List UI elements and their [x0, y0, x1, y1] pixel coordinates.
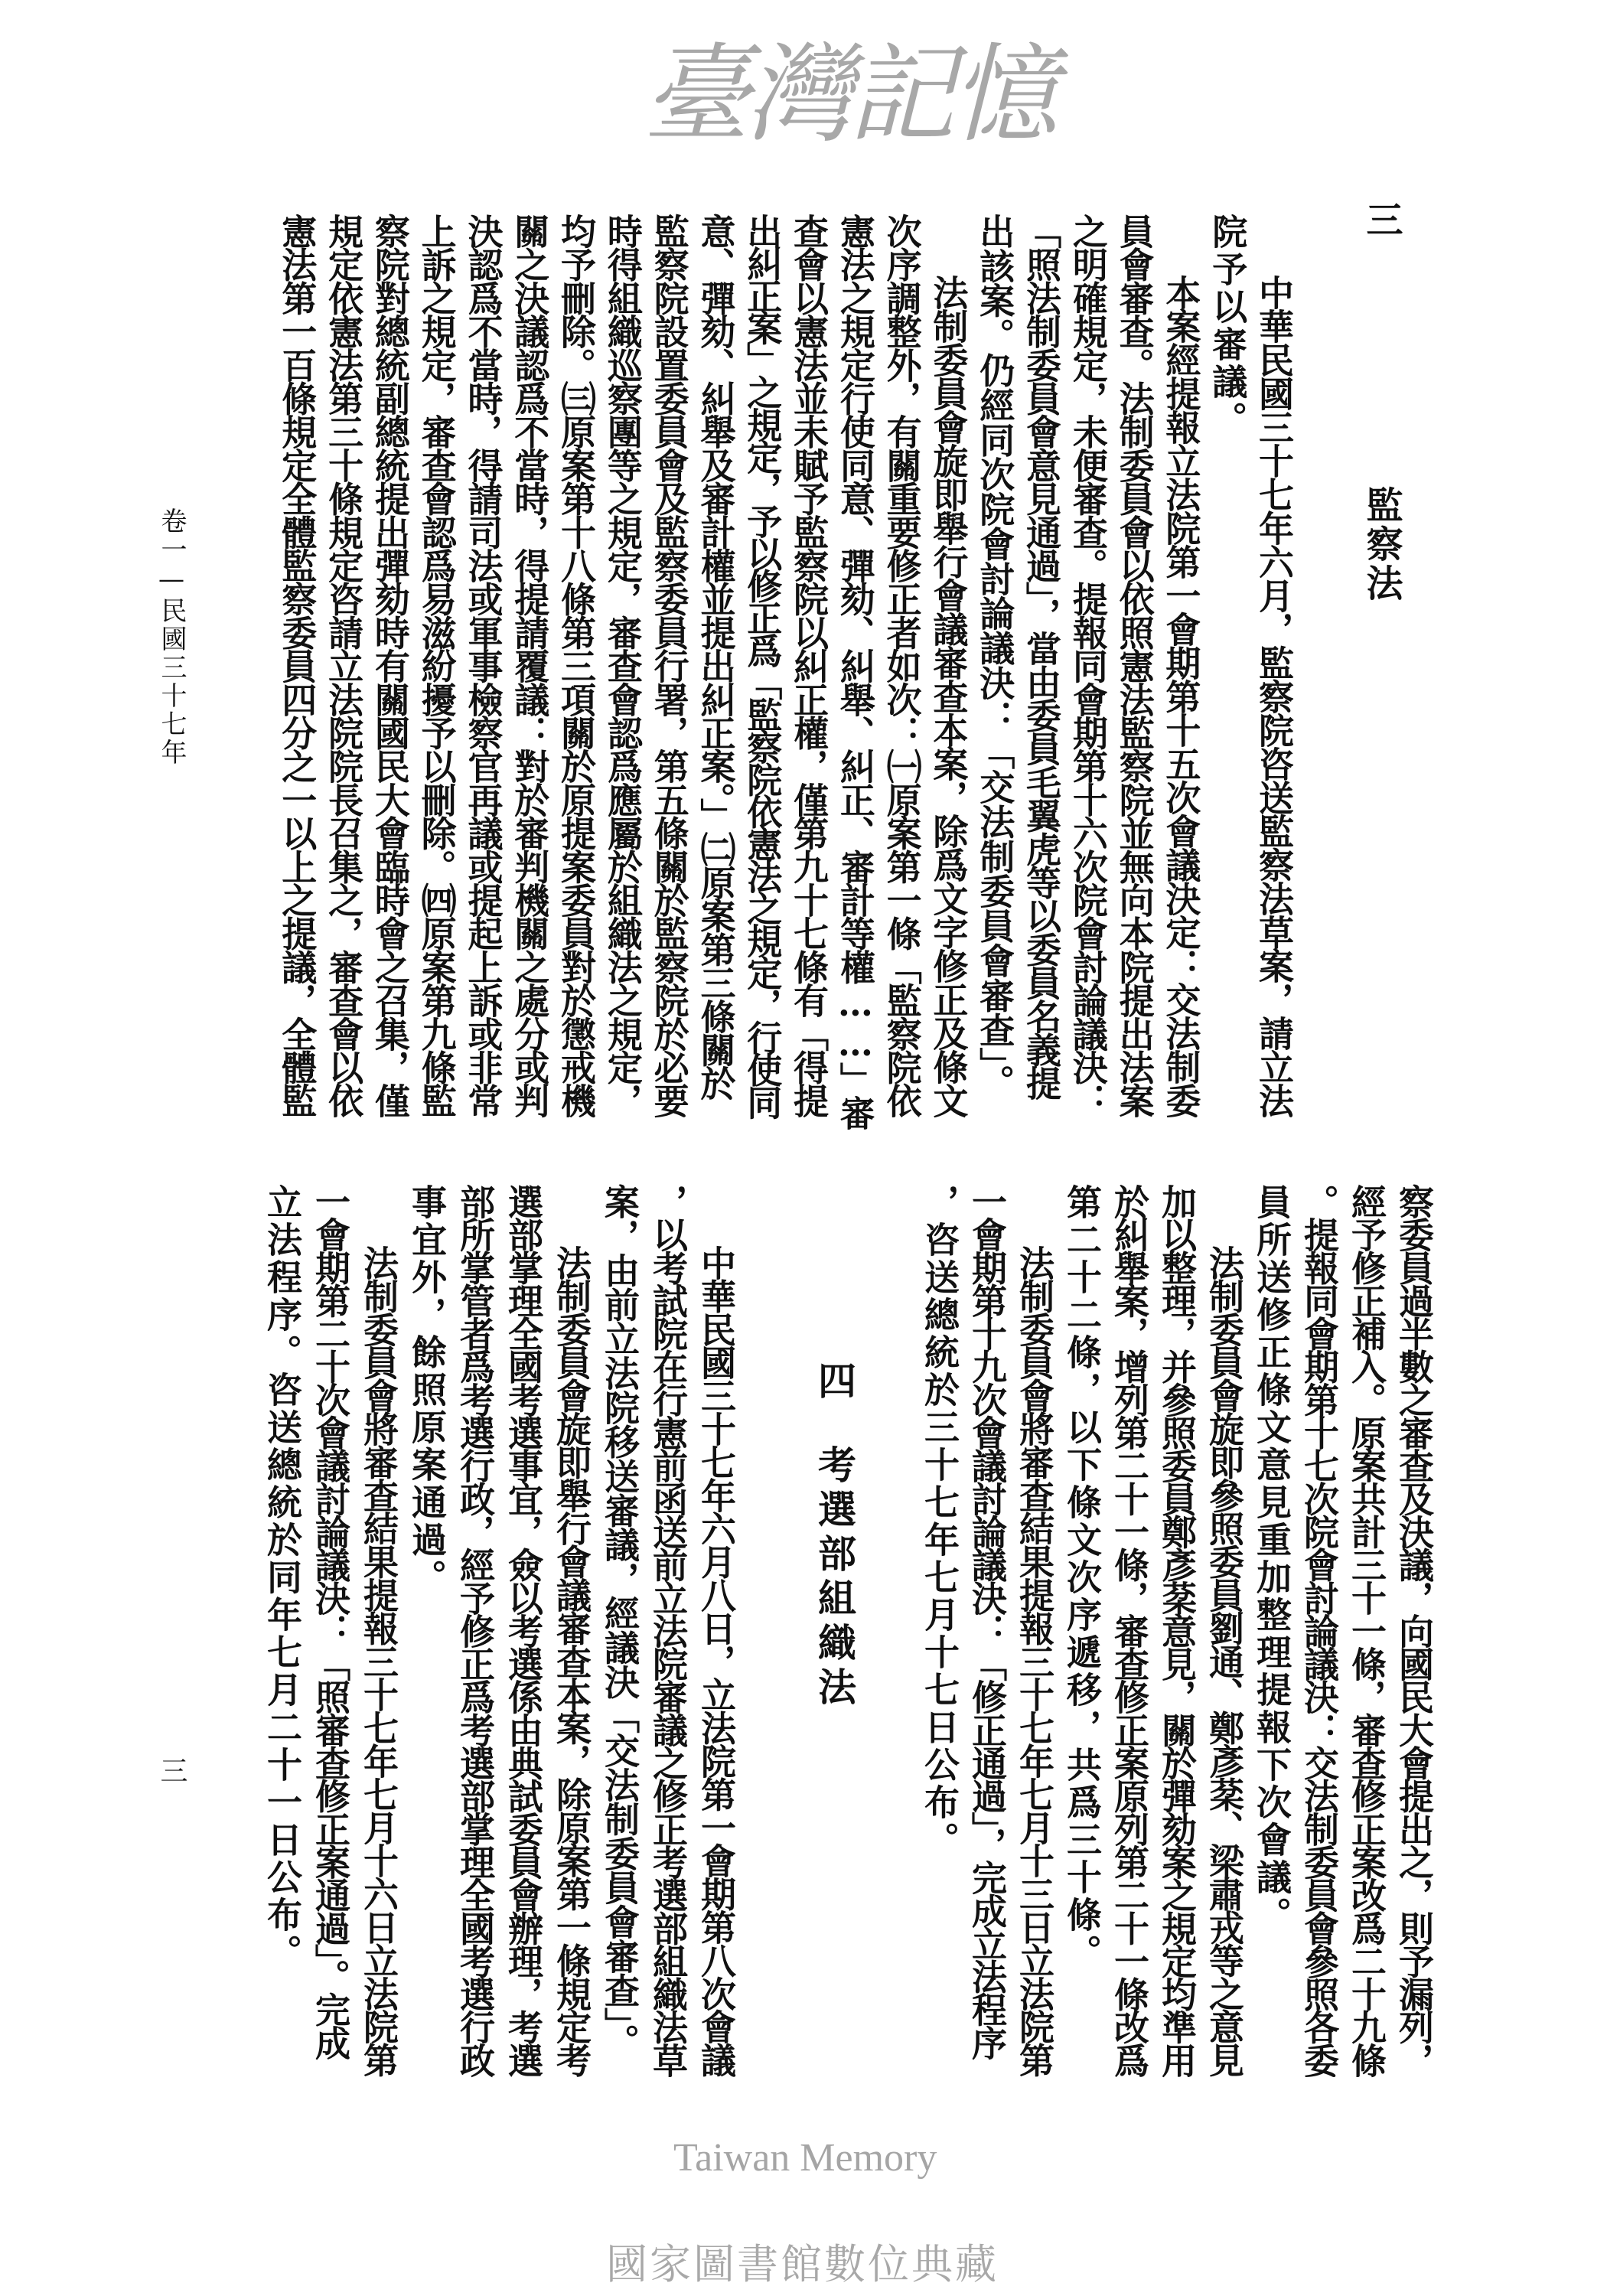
text-column: 於糾舉案，增列第二十一條，審查修正案原列第二十一條改爲 [1109, 1184, 1150, 2076]
text-column: 規定依憲法第三十條規定咨請立法院院長召集之，審查會以依 [323, 214, 365, 1117]
text-column: 憲法之規定行使同意、彈劾、糾舉、糾正、審計等權……」審 [834, 214, 876, 1129]
text-column: 法制委員會將審查結果提報三十七年七月十三日立法院第 [1014, 1245, 1055, 2076]
section-3-title: 監察法 [1360, 486, 1403, 603]
text-column: 第二十二條，以下條文次序遞移，共爲三十條。 [1061, 1184, 1103, 1971]
section-3-number: 三 [1360, 201, 1403, 237]
text-column: 「照法制委員會意見通過」，當由委員毛翼虎等以委員名義提 [1021, 214, 1063, 1099]
section-3-continuation [916, 1184, 1438, 2076]
taiwan-memory-watermark-subtitle: Taiwan Memory [673, 2136, 937, 2180]
text-column: 中華民國三十七年六月，監察院咨送監察法草案，請立法 [1253, 275, 1295, 1117]
text-column: 監察院設置委員會及監察委員行署，第五條關於監察院於必要 [648, 214, 690, 1117]
text-column: 員會審查。法制委員會以依照憲法監察院並無向本院提出法案 [1113, 214, 1156, 1117]
text-column: 察院對總統副總統提出彈劾時有關國民大會臨時會之召集，僅 [369, 214, 411, 1117]
text-column: 上訴之規定，審查會認爲易滋紛擾予以刪除。㈣原案第九條監 [416, 214, 458, 1117]
text-column: 加以整理，并參照委員鄭彥棻意見，關於彈劾案之規定均準用 [1156, 1184, 1198, 2076]
page-number: 三 [156, 1756, 187, 1784]
text-column: ，咨送總統於三十七年七月十七日公布。 [919, 1184, 960, 1859]
text-column: 一會期第二十次會議討論議決：「照審查修正案通過」。完成 [310, 1184, 351, 2059]
text-column: 察委員過半數之審查及決議，向國民大會提出之，則予漏列， [1393, 1184, 1435, 2076]
section-3-body [273, 214, 1297, 1129]
text-column: 出該案。仍經同次院會討論議決：「交法制委員會審查」。 [974, 214, 1016, 1099]
text-column: 法制委員會旋即舉行會議審查本案，除爲文字修正及條文 [927, 275, 970, 1117]
section-4-body [258, 1184, 740, 2076]
text-column: 均予刪除。㈢原案第十八條第三項關於原提案委員對於懲戒機 [556, 214, 598, 1117]
national-library-watermark: 國家圖書館數位典藏 [606, 2240, 999, 2288]
text-column: 。提報同會期第十七次院會討論議決：交法制委員會參照各委 [1299, 1184, 1340, 2076]
text-column: 案，由前立法院移送審議，經議決「交法制委員會審查」。 [599, 1184, 641, 2059]
text-column: 中華民國三十七年六月八日，立法院第一會期第八次會議 [696, 1245, 737, 2076]
text-column: 意、彈劾、糾舉及審計權並提出糾正案。」㈡原案第三條關於 [695, 214, 737, 1099]
text-column: 事宜外，餘照原案通過。 [406, 1184, 448, 1596]
section-4-title: 考選部組織法 [812, 1445, 857, 1711]
text-column: 法制委員會旋即舉行會議審查本案，除原案第一條規定考 [551, 1245, 592, 2076]
text-column: 次序調整外，有關重要修正者如次：㈠原案第一條「監察院依 [881, 214, 923, 1117]
text-column: 員所送修正條文意見重加整理提報下次會議。 [1251, 1184, 1292, 1934]
text-column: 憲法第一百條規定全體監察委員四分之一以上之提議，全體監 [276, 214, 318, 1117]
text-column: 一會期第十九次會議討論議決：「修正通過」，完成立法程序 [966, 1184, 1008, 2059]
text-column: 立法程序。咨送總統於同年七月二十一日公布。 [262, 1184, 303, 1971]
text-column: 出糾正案」之規定，予以修正爲「監察院依憲法之規定，行使同 [742, 214, 784, 1117]
text-column: 時得組織巡察團等之規定，審查會認爲應屬於組織法之規定， [601, 214, 644, 1117]
text-column: 之明確規定，未便審查。提報同會期第十六次院會討論議決： [1067, 214, 1109, 1117]
running-footer-volume: 卷一—民國三十七年 [156, 507, 187, 767]
text-column: ，以考試院在行憲前函送前立法院審議之修正考選部組織法草 [647, 1184, 689, 2076]
text-column: 選部掌理全國考選事宜，僉以考選係由典試委員會辦理，考選 [503, 1184, 544, 2076]
text-column: 查會以憲法並未賦予監察院以糾正權，僅第九十七條有「得提 [788, 214, 830, 1117]
taiwan-memory-watermark-logo: 臺灣記憶 [643, 33, 1054, 158]
text-column: 本案經提報立法院第一會期第十五次會議決定：交法制委 [1160, 275, 1202, 1117]
text-column: 部所掌管者爲考選行政，經予修正爲考選部掌理全國考選行政 [455, 1184, 496, 2076]
text-column: 經予修正補入。原案共計三十一條，審查修正案改爲二十九條 [1346, 1184, 1387, 2076]
section-4-number: 四 [812, 1361, 857, 1405]
text-column: 法制委員會旋即參照委員劉通、鄭彥棻、梁肅戎等之意見 [1204, 1245, 1245, 2076]
text-column: 法制委員會將審查結果提報三十七年七月十六日立法院第 [358, 1245, 399, 2076]
text-column: 關之決議認爲不當時，得提請覆議：對於審判機關之處分或判 [509, 214, 551, 1117]
text-column: 決認爲不當時，得請司法或軍事檢察官再議或提起上訴或非常 [462, 214, 504, 1117]
text-column: 院予以審議。 [1207, 214, 1249, 439]
